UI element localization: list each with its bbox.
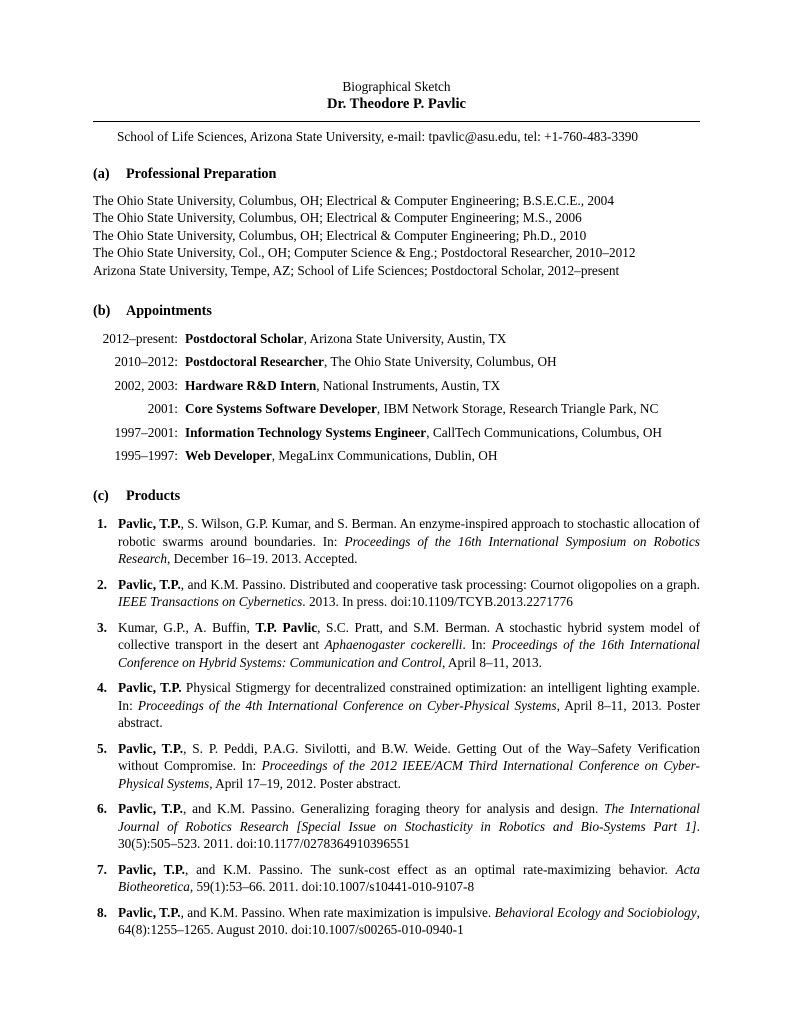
product-citation: Pavlic, T.P., S. P. Peddi, P.A.G. Sivilotti, and B.W. Weide. Getting Out of the Way–Safety Verification without Compromise. In: Proceedings of the 2012 IEEE/ACM Third International Conference on Cyber-Physical Systems, April 17–19, 2012. Poster abstract. — [118, 740, 700, 791]
section-c-title: Products — [126, 488, 181, 505]
section-b-heading — [93, 302, 700, 320]
appointment-description — [185, 400, 700, 417]
appointment-row — [93, 400, 700, 417]
product-number: 6. — [97, 801, 107, 817]
product-number: 5. — [97, 740, 107, 756]
product-number: 1. — [97, 516, 107, 532]
appointment-dates: 2010–2012: — [114, 354, 178, 370]
product-item — [93, 679, 700, 732]
appointment-row — [93, 424, 700, 441]
product-number: 8. — [97, 904, 107, 920]
product-citation: Pavlic, T.P., and K.M. Passino. When rate maximization is impulsive. Behavioral Ecology and Sociobiology, 64(8):1255–1265. August 2010. doi:10.1007/s00265-010-0940-1 — [118, 904, 700, 938]
section-b-title: Appointments — [126, 303, 212, 320]
product-item — [93, 619, 700, 672]
section-a-title: Professional Preparation — [126, 166, 277, 182]
section-c-label: (c) — [93, 488, 109, 505]
contact-line: School of Life Sciences, Arizona State University, e-mail: tpavlic@asu.edu, tel: +1-760-483-3390 — [117, 129, 639, 144]
appointment-row — [93, 353, 700, 370]
appointment-description — [185, 377, 700, 394]
appointment-description — [185, 424, 700, 441]
appointment-role: Postdoctoral Scholar — [185, 331, 304, 347]
section-a-heading — [93, 165, 700, 183]
appointment-dates: 2001: — [147, 401, 178, 417]
product-citation: Kumar, G.P., A. Buffin, T.P. Pavlic, S.C. Pratt, and S.M. Berman. A stochastic hybrid system model of collective transport in the desert ant Aphaenogaster cockerelli. In: Proceedings of the 16th International Conference on Hybrid Systems: Communication and Control, April 8–11, 2013. — [118, 619, 700, 670]
product-number: 7. — [97, 861, 107, 877]
product-item — [93, 576, 700, 611]
product-number: 2. — [97, 576, 107, 592]
product-number: 4. — [97, 680, 107, 696]
appointment-role: Core Systems Software Developer — [185, 401, 377, 417]
product-item — [93, 515, 700, 568]
appointment-organization: , CallTech Communications, Columbus, OH — [426, 424, 663, 440]
author-name-heading: Dr. Theodore P. Pavlic — [326, 96, 467, 112]
product-number: 3. — [97, 619, 107, 635]
appointment-dates: 2012–present: — [102, 331, 178, 347]
preparation-entry: The Ohio State University, Columbus, OH; Electrical & Computer Engineering; M.S., 2006 — [93, 210, 582, 226]
preparation-entry: The Ohio State University, Col., OH; Computer Science & Eng.; Postdoctoral Researcher, 2010–2012 — [93, 245, 636, 261]
product-citation: Pavlic, T.P., and K.M. Passino. Generalizing foraging theory for analysis and design. The International Journal of Robotics Research [Special Issue on Stochasticity in Robotics and Bio-Systems Part 1]. 30(5):505–523. 2011. doi:10.1177/0278364910396551 — [118, 801, 700, 852]
appointment-dates: 1997–2001: — [114, 424, 178, 440]
appointment-organization: , The Ohio State University, Columbus, OH — [323, 354, 557, 370]
appointment-description — [185, 447, 700, 464]
appointment-organization: , IBM Network Storage, Research Triangle Park, NC — [376, 401, 659, 417]
appointment-dates: 1995–1997: — [114, 448, 178, 464]
product-citation: Pavlic, T.P. Physical Stigmergy for decentralized constrained optimization: an intelligent lighting example. In: Proceedings of the 4th International Conference on Cyber-Physical Systems, April 8–11, 2013. Poster abstract. — [118, 680, 700, 731]
appointment-organization: , National Instruments, Austin, TX — [316, 377, 501, 393]
product-item — [93, 904, 700, 939]
product-item — [93, 800, 700, 853]
product-citation: Pavlic, T.P., and K.M. Passino. Distributed and cooperative task processing: Cournot oligopolies on a graph. IEEE Transactions on Cybernetics. 2013. In press. doi:10.1109/TCYB.2013.2271776 — [118, 576, 700, 610]
appointment-row — [93, 377, 700, 394]
preparation-entry: The Ohio State University, Columbus, OH; Electrical & Computer Engineering; Ph.D., 2010 — [93, 227, 587, 243]
product-citation: Pavlic, T.P., and K.M. Passino. The sunk-cost effect as an optimal rate-maximizing behavior. Acta Biotheoretica, 59(1):53–66. 2011. doi:10.1007/s10441-010-9107-8 — [118, 861, 700, 895]
header-rule — [93, 121, 700, 122]
product-item — [93, 861, 700, 896]
appointment-description — [185, 330, 700, 347]
appointments-list — [93, 330, 700, 464]
preparation-entry: The Ohio State University, Columbus, OH; Electrical & Computer Engineering; B.S.E.C.E., 2004 — [93, 193, 614, 208]
appointment-description — [185, 353, 700, 370]
appointment-role: Postdoctoral Researcher — [185, 354, 324, 370]
doc-type-heading: Biographical Sketch — [342, 79, 451, 94]
appointment-role: Information Technology Systems Engineer — [185, 424, 427, 440]
products-list — [93, 515, 700, 939]
section-c-heading — [93, 487, 700, 505]
product-citation: Pavlic, T.P., S. Wilson, G.P. Kumar, and S. Berman. An enzyme-inspired approach to stochastic allocation of robotic swarms around boundaries. In: Proceedings of the 16th International Symposium on Robotics Research, December 16–19. 2013. Accepted. — [118, 516, 700, 567]
preparation-entry: Arizona State University, Tempe, AZ; School of Life Sciences; Postdoctoral Scholar, 2012–present — [93, 262, 620, 278]
appointment-row — [93, 330, 700, 347]
appointment-row — [93, 447, 700, 464]
appointment-organization: , Arizona State University, Austin, TX — [303, 331, 507, 347]
appointment-role: Hardware R&D Intern — [185, 377, 317, 393]
appointment-role: Web Developer — [185, 448, 272, 464]
product-item — [93, 740, 700, 793]
preparation-list — [93, 192, 700, 279]
section-a-label: (a) — [93, 166, 110, 182]
section-b-label: (b) — [93, 303, 111, 320]
appointment-organization: , MegaLinx Communications, Dublin, OH — [271, 448, 498, 464]
appointment-dates: 2002, 2003: — [114, 377, 178, 393]
